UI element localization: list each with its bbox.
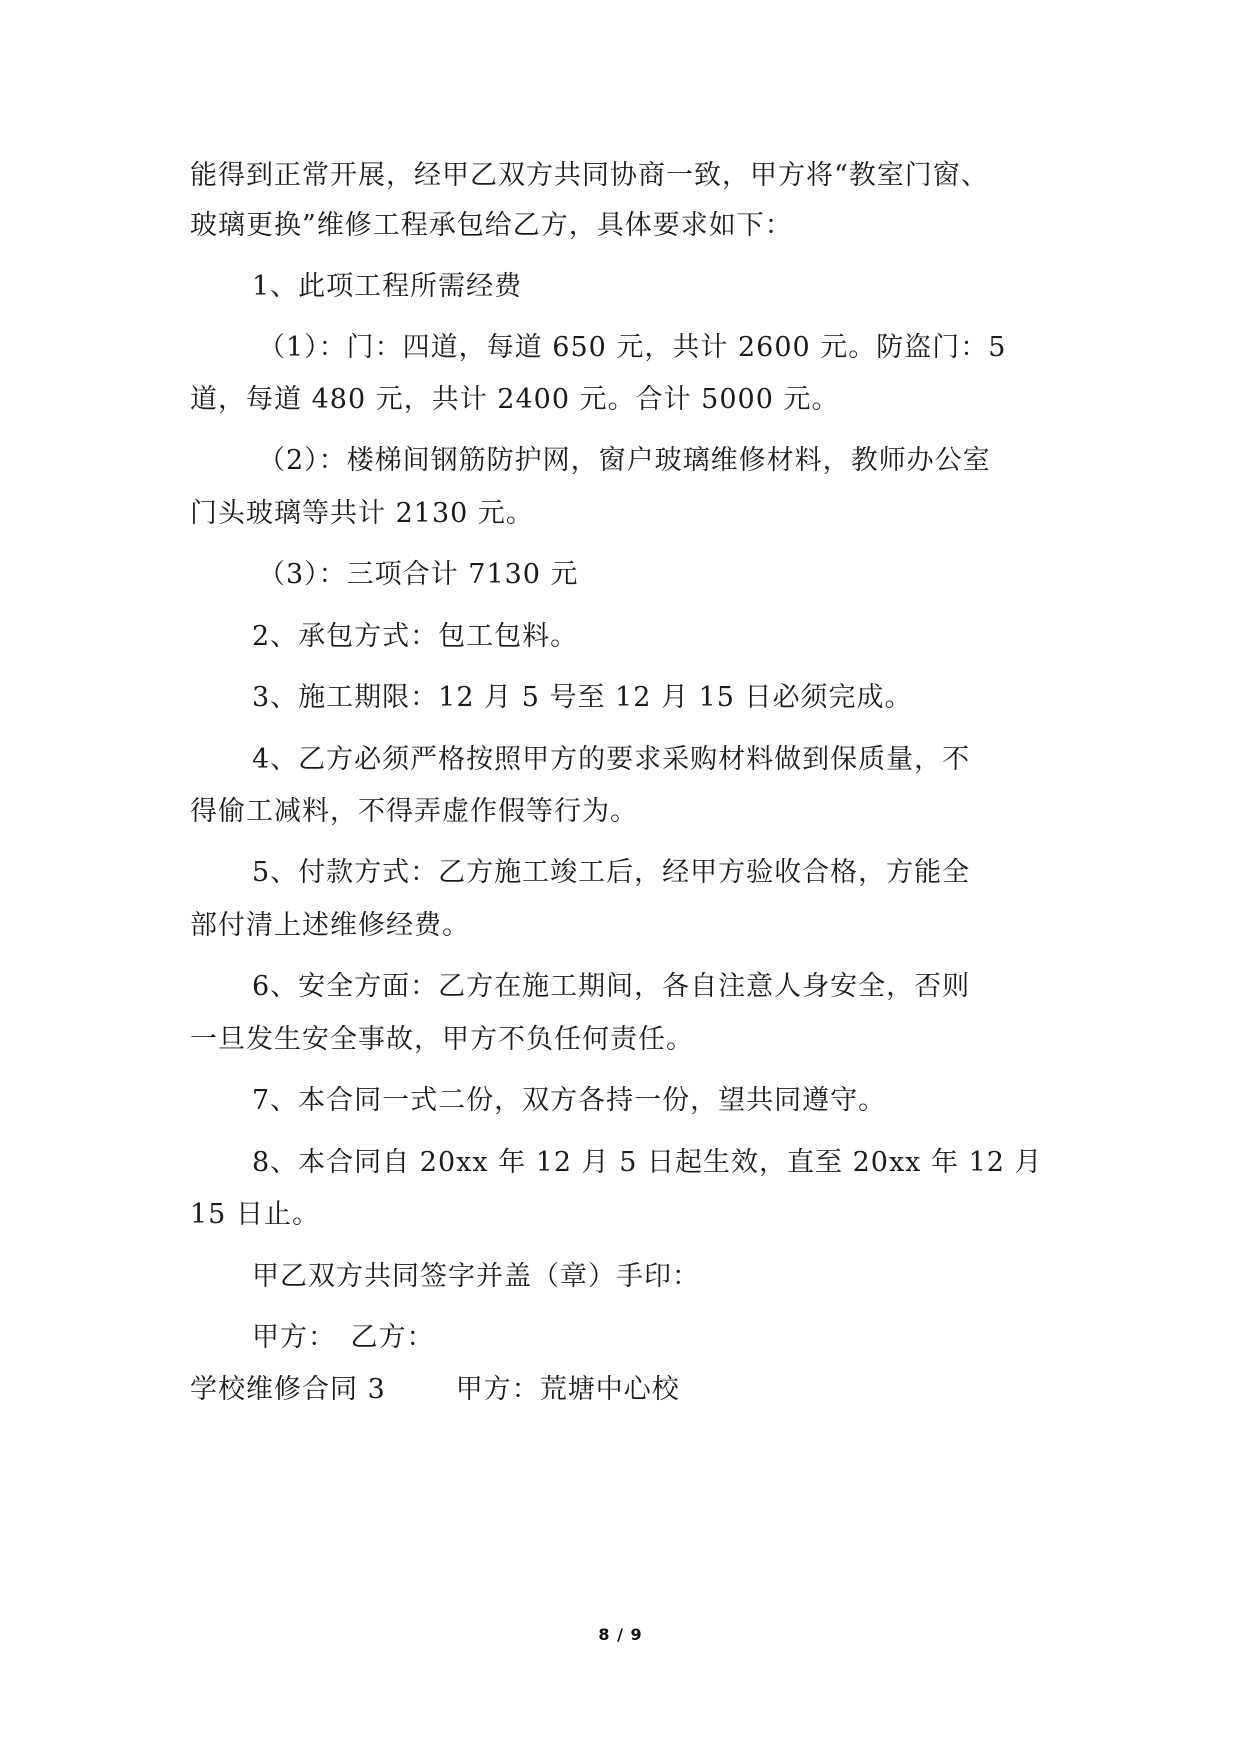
clause-4: 4、乙方必须严格按照甲方的要求采购材料做到保质量，不: [252, 744, 971, 775]
clause-1-item-3: （3）：三项合计 7130 元: [258, 559, 579, 590]
signature-instruction: 甲乙双方共同签字并盖（章）手印：: [252, 1261, 700, 1292]
page-number: 8 / 9: [598, 1625, 643, 1644]
clause-7: 7、本合同一式二份，双方各持一份，望共同遵守。: [252, 1085, 887, 1116]
text-line: 一旦发生安全事故，甲方不负任何责任。: [190, 1024, 694, 1055]
signature-parties: 甲方： 乙方：: [252, 1322, 435, 1353]
next-document-party: 甲方：荒塘中心校: [455, 1374, 680, 1405]
text-line: 15 日止。: [190, 1199, 320, 1230]
text-line: 能得到正常开展，经甲乙双方共同协商一致，甲方将“教室门窗、: [190, 160, 989, 191]
text-line: 门头玻璃等共计 2130 元。: [190, 498, 534, 529]
clause-8: 8、本合同自 20xx 年 12 月 5 日起生效，直至 20xx 年 12 月: [252, 1147, 1043, 1178]
clause-3: 3、施工期限：12 月 5 号至 12 月 15 日必须完成。: [252, 682, 913, 713]
clause-2: 2、承包方式：包工包料。: [252, 621, 579, 652]
text-line: 得偷工减料，不得弄虚作假等行为。: [190, 796, 638, 827]
clause-1-item-1: （1）：门：四道，每道 650 元，共计 2600 元。防盗门：5: [258, 332, 1007, 363]
text-line: 部付清上述维修经费。: [190, 910, 470, 941]
clause-5: 5、付款方式：乙方施工竣工后，经甲方验收合格，方能全: [252, 857, 971, 888]
text-line: 玻璃更换”维修工程承包给乙方，具体要求如下：: [190, 210, 793, 241]
clause-1-item-2: （2）：楼梯间钢筋防护网，窗户玻璃维修材料，教师办公室: [258, 445, 991, 476]
clause-1-heading: 1、此项工程所需经费: [252, 271, 523, 302]
next-document-title: 学校维修合同 3: [190, 1374, 386, 1405]
text-line: 道，每道 480 元，共计 2400 元。合计 5000 元。: [190, 384, 840, 415]
next-section-line: [190, 1370, 680, 1410]
clause-6: 6、安全方面：乙方在施工期间，各自注意人身安全，否则: [252, 971, 971, 1002]
